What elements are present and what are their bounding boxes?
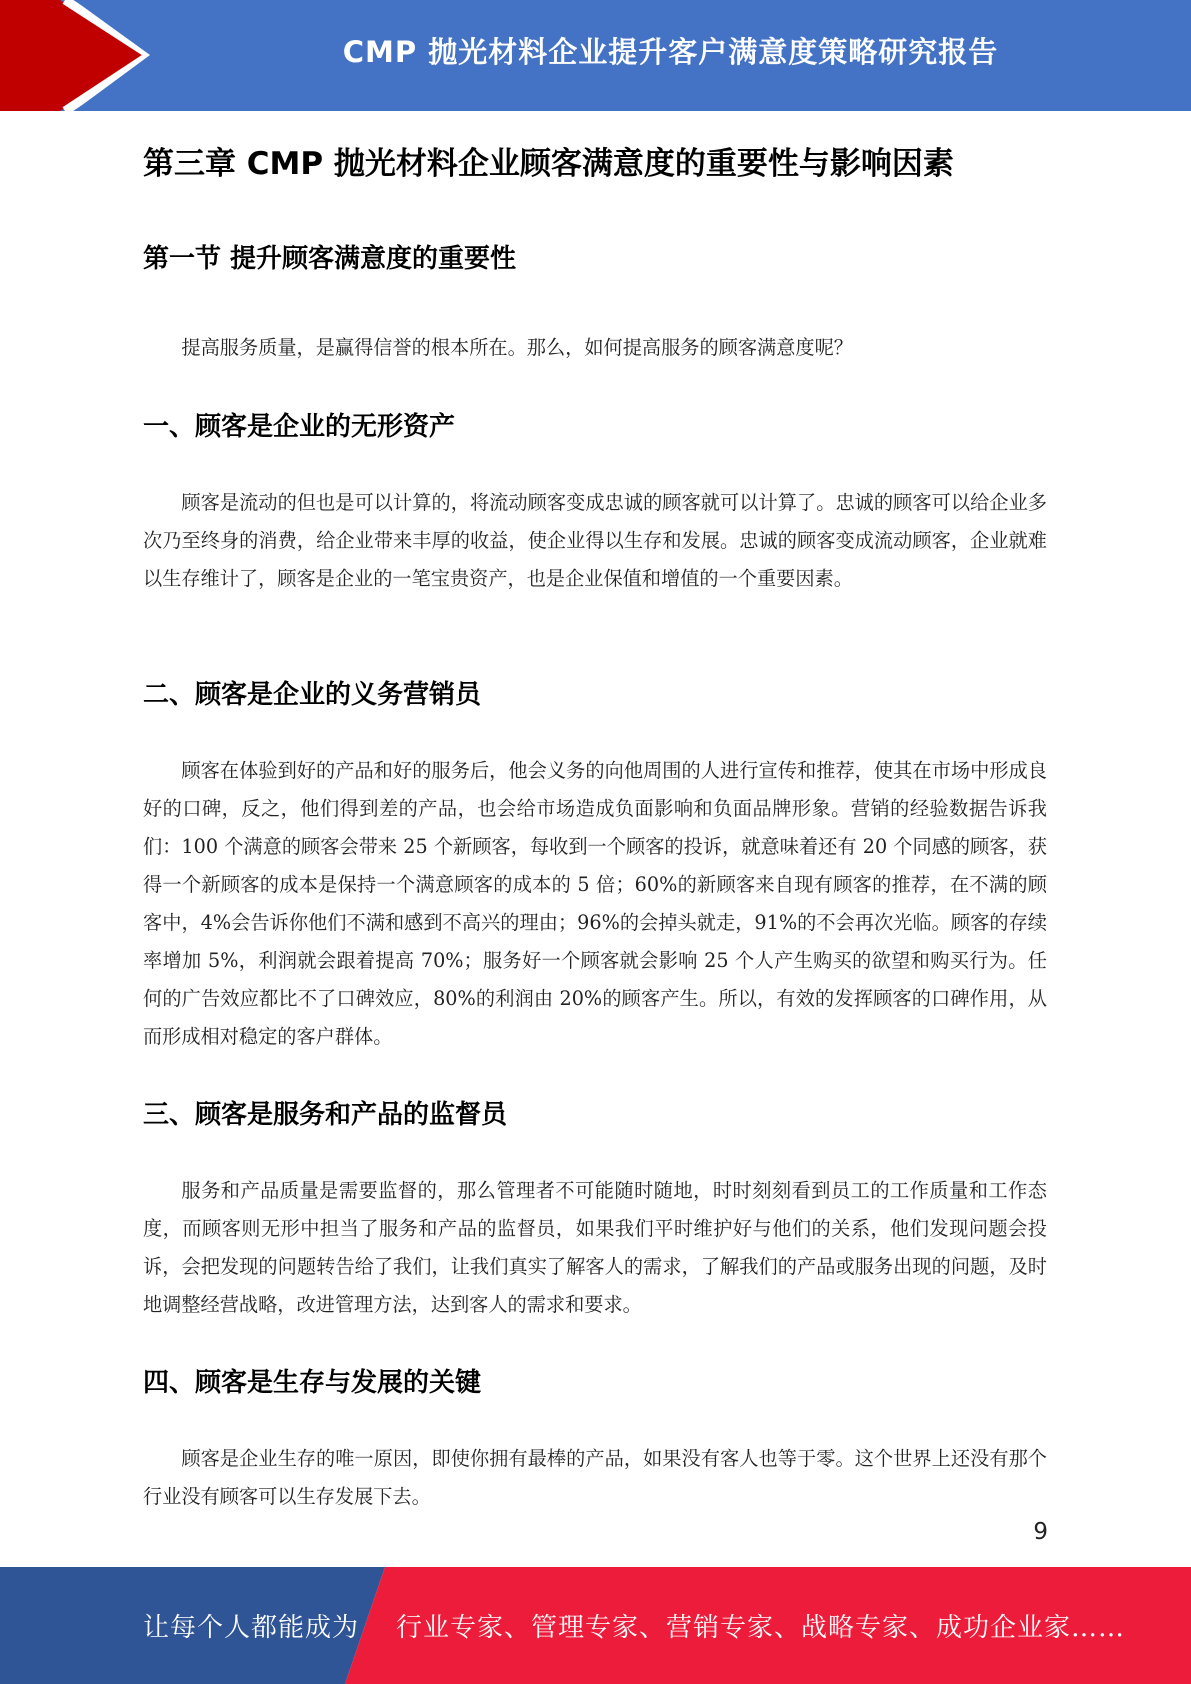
section-body-1: 顾客是流动的但也是可以计算的，将流动顾客变成忠诚的顾客就可以计算了。忠诚的顾客可以给企业多次乃至终身的消费，给企业带来丰厚的收益，使企业得以生存和发展。忠诚的顾客变成流动顾客，企业就难以生存维计了，顾客是企业的一笔宝贵资产，也是企业保值和增值的一个重要因素。 (143, 491, 1047, 590)
chapter-title: 第三章 CMP 抛光材料企业顾客满意度的重要性与影响因素 (143, 146, 954, 182)
section-body-4: 顾客是企业生存的唯一原因，即使你拥有最棒的产品，如果没有客人也等于零。这个世界上还没有那个行业没有顾客可以生存发展下去。 (143, 1447, 1047, 1508)
intro-paragraph: 提高服务质量，是赢得信誉的根本所在。那么，如何提高服务的顾客满意度呢？ (181, 336, 853, 359)
section-heading-2: 二、顾客是企业的义务营销员 (143, 680, 482, 710)
footer-slogan-left: 让每个人都能成为 (143, 1613, 360, 1643)
section-body-2: 顾客在体验到好的产品和好的服务后，他会义务的向他周围的人进行宣传和推荐，使其在市场中形成良好的口碑，反之，他们得到差的产品，也会给市场造成负面影响和负面品牌形象。营销的经验数据告诉我们：100 个满意的顾客会带来 25 个新顾客，每收到一个顾客的投诉，就意味着还有 20 个同感的顾客，获得一个新顾客的成本是保持一个满意顾客的成本的 5 倍；60%的新顾客来自现有顾客的推荐，在不满的顾客中，4%会告诉你他们不满和感到不高兴的理由；96%的会掉头就走，91%的不会再次光临。顾客的存续率增加 5%，利润就会跟着提高 70%；服务好一个顾客就会影响 25 个人产生购买的欲望和购买行为。任何的广告效应都比不了口碑效应，80%的利润由 20%的顾客产生。所以，有效的发挥顾客的口碑作用，从而形成相对稳定的客户群体。 (143, 759, 1047, 1048)
footer-slogan-right: 行业专家、管理专家、营销专家、战略专家、成功企业家…… (396, 1613, 1126, 1643)
report-title: CMP 抛光材料企业提升客户满意度策略研究报告 (342, 35, 999, 69)
page-number: 9 (1033, 1519, 1048, 1545)
section-heading-1: 一、顾客是企业的无形资产 (143, 412, 456, 442)
page-footer (0, 1567, 1191, 1684)
section-body-3: 服务和产品质量是需要监督的，那么管理者不可能随时随地，时时刻刻看到员工的工作质量和工作态度，而顾客则无形中担当了服务和产品的监督员，如果我们平时维护好与他们的关系，他们发现问题会投诉，会把发现的问题转告给了我们，让我们真实了解客人的需求，了解我们的产品或服务出现的问题，及时地调整经营战略，改进管理方法，达到客人的需求和要求。 (143, 1179, 1047, 1316)
section-title: 第一节 提升顾客满意度的重要性 (143, 244, 517, 274)
section-heading-3: 三、顾客是服务和产品的监督员 (143, 1100, 508, 1130)
section-heading-4: 四、顾客是生存与发展的关键 (143, 1368, 482, 1398)
page-header (0, 0, 1191, 111)
header-arrow-decoration (0, 0, 160, 111)
